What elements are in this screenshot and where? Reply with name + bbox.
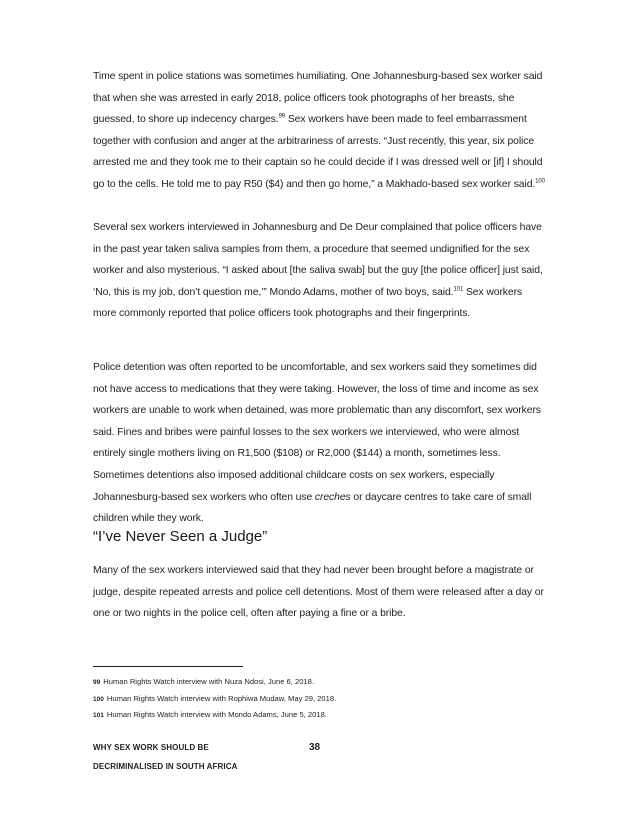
paragraph-text: Sex workers more commonly reported that police officers took photographs and their fingerprints.	[93, 286, 523, 320]
footnote-item	[93, 691, 336, 708]
section-heading: “I’ve Never Seen a Judge”	[93, 528, 268, 545]
footer-title-line2: DECRIMINALISED IN SOUTH AFRICA	[93, 762, 238, 771]
paragraph-never-seen-judge: Many of the sex workers interviewed said that they had never been brought before a magistrate or judge, despite repeated arrests and police cell detentions. Most of them were released after a day or one or two nights in the police cell, often after paying a fine or a bribe.	[93, 565, 544, 620]
page-footer	[93, 738, 545, 776]
paragraph-text: Police detention was often reported to be uncomfortable, and sex workers said they sometimes did not have access to medications that they were taking. However, the loss of time and income as sex workers are unable to work when detained, was more problematic than any discomfort, sex workers said. Fines and bribes were painful losses to the sex workers we interviewed, who were almost entirely single mothers living on R1,500 ($108) or R2,000 ($144) a month, sometimes less. Sometimes detentions also imposed additional childcare costs on sex workers, especially Johannesburg-based sex workers who often use	[93, 362, 541, 503]
footnote-number: 100	[93, 695, 104, 703]
footnote-ref-100[interactable]: 100	[535, 178, 545, 185]
footnote-number: 101	[93, 712, 104, 719]
footnotes	[93, 674, 336, 724]
page-number: 38	[309, 742, 321, 753]
paragraph-police-stations	[93, 66, 545, 196]
footnote-text: Human Rights Watch interview with Nuza Ndosi, June 6, 2018.	[103, 677, 314, 686]
paragraph-text: Sex workers have been made to feel embarrassment together with confusion and anger at the arbitrariness of arrests. “Just recently, this year, six police arrested me and they took me to their captain so he could decide if I was dressed well or [if] I should go to the cells. He told me to pay R50 ($4) and then go home,” a Makhado-based sex worker said.	[93, 114, 543, 190]
paragraph-police-detention	[93, 357, 545, 530]
paragraph-saliva-samples	[93, 217, 545, 325]
footnote-text: Human Rights Watch interview with Rophiwa Mudaw, May 29, 2018.	[106, 693, 337, 703]
paragraph-text: Time spent in police stations was sometimes humiliating. One Johannesburg-based sex worker said that when she was arrested in early 2018, police officers took photographs of her breasts, she guessed, to shore up indecency charges.	[93, 71, 543, 126]
italic-term: creches	[314, 491, 351, 503]
footnote-item	[93, 707, 336, 724]
footnote-number: 99	[93, 679, 101, 686]
footnote-ref-99[interactable]: 99	[278, 113, 286, 120]
paragraph-text: Several sex workers interviewed in Johannesburg and De Deur complained that police officers have in the past year taken saliva samples from them, a procedure that seemed undignified for the sex worker and also mysterious. “I asked about [the saliva swab] but the guy [the police officer] just said, ‘No, this is my job, don’t question me,’” Mondo Adams, mother of two boys, said.	[93, 222, 543, 298]
footer-title-line1: WHY SEX WORK SHOULD BE	[93, 743, 209, 752]
footnote-text: Human Rights Watch interview with Mondo Adams, June 5, 2018.	[106, 710, 327, 719]
paragraph-text: or daycare centres to take care of small children while they work.	[93, 491, 532, 525]
footnote-ref-101[interactable]: 101	[453, 286, 464, 293]
footnote-item	[93, 674, 336, 691]
footnote-divider	[93, 666, 243, 667]
